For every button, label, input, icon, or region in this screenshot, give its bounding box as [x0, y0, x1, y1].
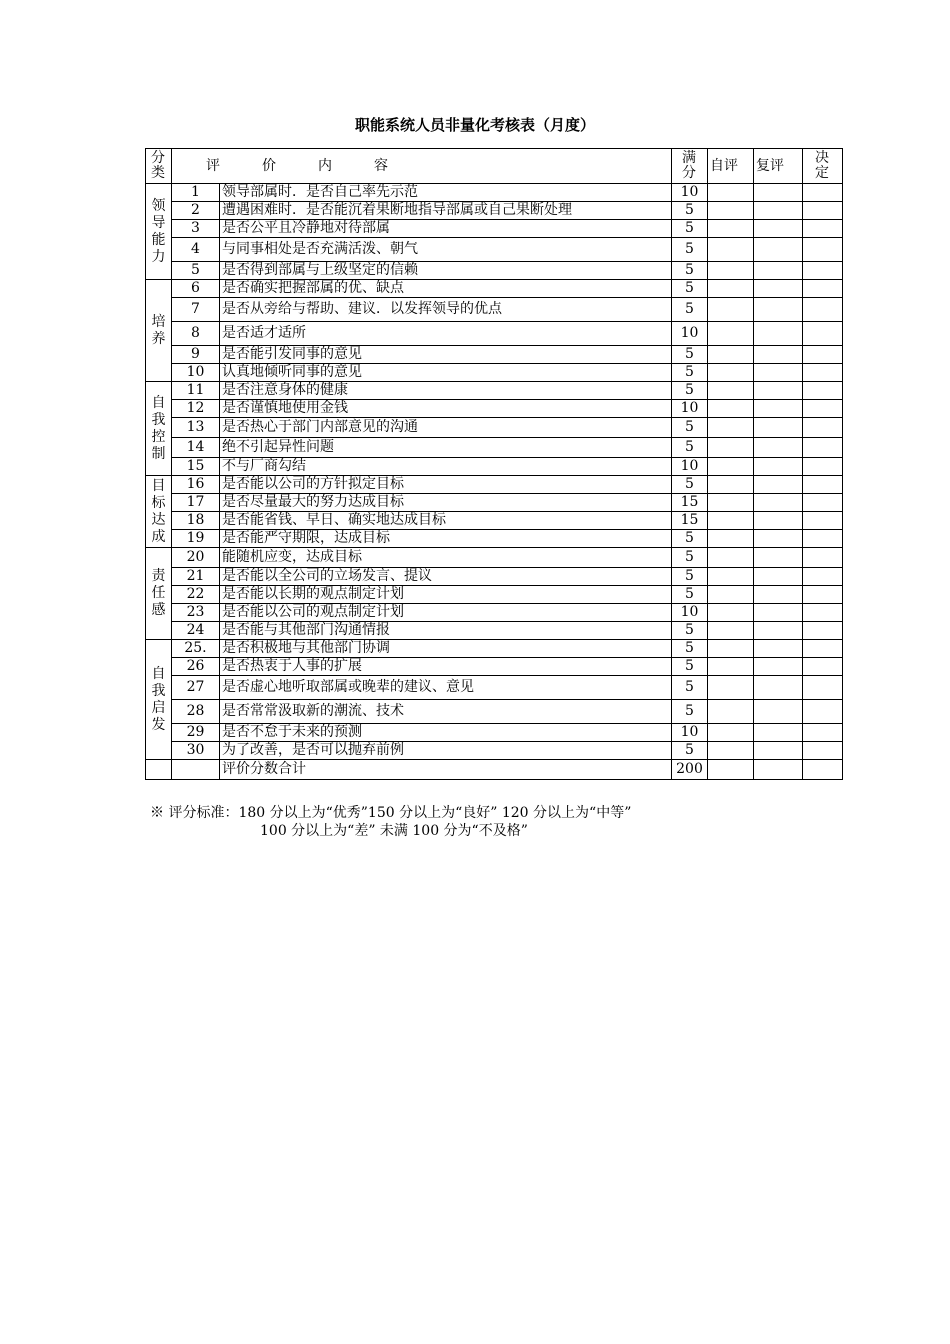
row-self-eval[interactable]	[708, 724, 754, 742]
table-row	[146, 724, 843, 742]
row-number: 22	[172, 586, 220, 604]
row-decision[interactable]	[803, 238, 843, 262]
row-re-eval[interactable]	[754, 640, 803, 658]
row-decision[interactable]	[803, 280, 843, 298]
header-full-score: 满分	[672, 149, 708, 184]
row-re-eval[interactable]	[754, 322, 803, 346]
row-full-score: 5	[672, 676, 708, 700]
row-re-eval[interactable]	[754, 346, 803, 364]
row-number: 6	[172, 280, 220, 298]
row-content: 是否热心于部门内部意见的沟通	[220, 418, 672, 438]
row-content: 是否不怠于未来的预测	[220, 724, 672, 742]
row-self-eval[interactable]	[708, 438, 754, 458]
table-row	[146, 530, 843, 548]
row-number: 16	[172, 476, 220, 494]
row-self-eval[interactable]	[708, 184, 754, 202]
row-self-eval[interactable]	[708, 382, 754, 400]
row-number: 23	[172, 604, 220, 622]
row-self-eval[interactable]	[708, 700, 754, 724]
row-decision[interactable]	[803, 220, 843, 238]
row-decision[interactable]	[803, 184, 843, 202]
row-content: 与同事相处是否充满活泼、朝气	[220, 238, 672, 262]
table-row	[146, 202, 843, 220]
row-decision[interactable]	[803, 640, 843, 658]
row-content: 是否适才适所	[220, 322, 672, 346]
row-content: 是否能引发同事的意见	[220, 346, 672, 364]
row-number: 8	[172, 322, 220, 346]
row-self-eval[interactable]	[708, 530, 754, 548]
row-decision[interactable]	[803, 438, 843, 458]
row-number: 18	[172, 512, 220, 530]
row-decision[interactable]	[803, 494, 843, 512]
row-content: 是否虚心地听取部属或晚辈的建议、意见	[220, 676, 672, 700]
row-number: 7	[172, 298, 220, 322]
row-self-eval[interactable]	[708, 604, 754, 622]
category-cell: 自我启发	[146, 640, 172, 760]
row-re-eval[interactable]	[754, 262, 803, 280]
row-re-eval[interactable]	[754, 622, 803, 640]
row-re-eval[interactable]	[754, 700, 803, 724]
row-number: 14	[172, 438, 220, 458]
row-decision[interactable]	[803, 622, 843, 640]
row-full-score: 5	[672, 700, 708, 724]
row-content: 是否常常汲取新的潮流、技术	[220, 700, 672, 724]
row-number: 9	[172, 346, 220, 364]
row-content: 是否能以公司的观点制定计划	[220, 604, 672, 622]
row-self-eval[interactable]	[708, 298, 754, 322]
row-re-eval[interactable]	[754, 586, 803, 604]
row-decision[interactable]	[803, 322, 843, 346]
row-number: 4	[172, 238, 220, 262]
row-number: 10	[172, 364, 220, 382]
row-self-eval[interactable]	[708, 676, 754, 700]
row-content: 是否注意身体的健康	[220, 382, 672, 400]
evaluation-table	[145, 148, 843, 780]
row-content: 是否确实把握部属的优、缺点	[220, 280, 672, 298]
row-self-eval[interactable]	[708, 742, 754, 760]
row-full-score: 5	[672, 280, 708, 298]
row-full-score: 5	[672, 382, 708, 400]
table-row	[146, 586, 843, 604]
total-label: 评价分数合计	[220, 760, 672, 780]
row-re-eval[interactable]	[754, 658, 803, 676]
row-re-eval[interactable]	[754, 548, 803, 568]
row-self-eval[interactable]	[708, 494, 754, 512]
table-row	[146, 418, 843, 438]
row-full-score: 15	[672, 494, 708, 512]
table-row	[146, 438, 843, 458]
row-full-score: 5	[672, 346, 708, 364]
row-full-score: 10	[672, 458, 708, 476]
row-self-eval[interactable]	[708, 364, 754, 382]
row-full-score: 5	[672, 568, 708, 586]
row-content: 是否热衷于人事的扩展	[220, 658, 672, 676]
table-row	[146, 494, 843, 512]
total-re-eval[interactable]	[754, 760, 803, 780]
row-content: 领导部属时．是否自己率先示范	[220, 184, 672, 202]
scoring-note-line1: ※ 评分标准：180 分以上为“优秀”150 分以上为“良好” 120 分以上为“中等”	[150, 805, 632, 821]
row-full-score: 10	[672, 184, 708, 202]
row-re-eval[interactable]	[754, 568, 803, 586]
row-decision[interactable]	[803, 512, 843, 530]
row-decision[interactable]	[803, 742, 843, 760]
row-full-score: 10	[672, 724, 708, 742]
row-number: 3	[172, 220, 220, 238]
total-self-eval[interactable]	[708, 760, 754, 780]
row-decision[interactable]	[803, 530, 843, 548]
category-cell: 领导能力	[146, 184, 172, 280]
row-decision[interactable]	[803, 400, 843, 418]
row-self-eval[interactable]	[708, 640, 754, 658]
row-number: 1	[172, 184, 220, 202]
row-number: 19	[172, 530, 220, 548]
page-title: 职能系统人员非量化考核表（月度）	[354, 116, 595, 134]
row-re-eval[interactable]	[754, 382, 803, 400]
row-decision[interactable]	[803, 548, 843, 568]
row-number: 15	[172, 458, 220, 476]
row-full-score: 5	[672, 298, 708, 322]
row-self-eval[interactable]	[708, 400, 754, 418]
table-row	[146, 700, 843, 724]
table-row	[146, 476, 843, 494]
table-row	[146, 604, 843, 622]
row-content: 是否能省钱、早日、确实地达成目标	[220, 512, 672, 530]
row-self-eval[interactable]	[708, 458, 754, 476]
table-row	[146, 364, 843, 382]
row-number: 17	[172, 494, 220, 512]
scoring-note-line2: 100 分以上为“差” 未满 100 分为“不及格”	[260, 823, 528, 839]
row-re-eval[interactable]	[754, 400, 803, 418]
row-re-eval[interactable]	[754, 184, 803, 202]
row-re-eval[interactable]	[754, 604, 803, 622]
row-re-eval[interactable]	[754, 476, 803, 494]
row-content: 是否能以全公司的立场发言、提议	[220, 568, 672, 586]
row-content: 是否能与其他部门沟通情报	[220, 622, 672, 640]
row-re-eval[interactable]	[754, 458, 803, 476]
row-decision[interactable]	[803, 382, 843, 400]
row-full-score: 5	[672, 220, 708, 238]
row-re-eval[interactable]	[754, 512, 803, 530]
row-full-score: 5	[672, 238, 708, 262]
table-row	[146, 262, 843, 280]
header-category: 分类	[146, 149, 172, 184]
row-self-eval[interactable]	[708, 658, 754, 676]
row-re-eval[interactable]	[754, 438, 803, 458]
row-full-score: 10	[672, 322, 708, 346]
table-row	[146, 548, 843, 568]
row-number: 29	[172, 724, 220, 742]
row-content: 遭遇困难时．是否能沉着果断地指导部属或自己果断处理	[220, 202, 672, 220]
row-content: 是否得到部属与上级坚定的信赖	[220, 262, 672, 280]
row-content: 绝不引起异性问题	[220, 438, 672, 458]
row-re-eval[interactable]	[754, 280, 803, 298]
table-row	[146, 322, 843, 346]
table-row	[146, 400, 843, 418]
row-decision[interactable]	[803, 418, 843, 438]
row-decision[interactable]	[803, 700, 843, 724]
total-number-cell	[172, 760, 220, 780]
table-row	[146, 382, 843, 400]
row-number: 21	[172, 568, 220, 586]
row-self-eval[interactable]	[708, 548, 754, 568]
row-self-eval[interactable]	[708, 238, 754, 262]
row-decision[interactable]	[803, 676, 843, 700]
row-number: 12	[172, 400, 220, 418]
row-decision[interactable]	[803, 658, 843, 676]
row-full-score: 15	[672, 512, 708, 530]
header-decision: 决定	[803, 149, 843, 184]
row-full-score: 5	[672, 742, 708, 760]
row-decision[interactable]	[803, 298, 843, 322]
row-full-score: 5	[672, 418, 708, 438]
row-content: 是否能以公司的方针拟定目标	[220, 476, 672, 494]
row-re-eval[interactable]	[754, 202, 803, 220]
table-row	[146, 458, 843, 476]
row-full-score: 5	[672, 476, 708, 494]
row-decision[interactable]	[803, 364, 843, 382]
table-row	[146, 622, 843, 640]
row-number: 24	[172, 622, 220, 640]
row-full-score: 5	[672, 364, 708, 382]
row-content: 是否公平且冷静地对待部属	[220, 220, 672, 238]
row-content: 认真地倾听同事的意见	[220, 364, 672, 382]
row-number: 30	[172, 742, 220, 760]
total-row	[146, 760, 843, 780]
row-full-score: 10	[672, 400, 708, 418]
table-row	[146, 742, 843, 760]
row-full-score: 5	[672, 622, 708, 640]
row-self-eval[interactable]	[708, 586, 754, 604]
row-number: 26	[172, 658, 220, 676]
row-number: 11	[172, 382, 220, 400]
table-row	[146, 346, 843, 364]
category-cell: 目标达成	[146, 476, 172, 548]
row-full-score: 10	[672, 604, 708, 622]
row-content: 是否积极地与其他部门协调	[220, 640, 672, 658]
row-content: 是否能严守期限，达成目标	[220, 530, 672, 548]
row-self-eval[interactable]	[708, 280, 754, 298]
row-self-eval[interactable]	[708, 476, 754, 494]
row-self-eval[interactable]	[708, 202, 754, 220]
row-content: 是否谨慎地使用金钱	[220, 400, 672, 418]
row-self-eval[interactable]	[708, 322, 754, 346]
row-number: 5	[172, 262, 220, 280]
row-re-eval[interactable]	[754, 220, 803, 238]
table-row	[146, 220, 843, 238]
table-row	[146, 676, 843, 700]
row-content: 是否从旁给与帮助、建议．以发挥领导的优点	[220, 298, 672, 322]
table-row	[146, 658, 843, 676]
table-header-row	[146, 149, 843, 184]
row-self-eval[interactable]	[708, 262, 754, 280]
row-number: 28	[172, 700, 220, 724]
row-decision[interactable]	[803, 586, 843, 604]
row-self-eval[interactable]	[708, 622, 754, 640]
table-row	[146, 568, 843, 586]
row-re-eval[interactable]	[754, 676, 803, 700]
row-self-eval[interactable]	[708, 512, 754, 530]
table-row	[146, 298, 843, 322]
row-full-score: 5	[672, 658, 708, 676]
total-decision[interactable]	[803, 760, 843, 780]
row-re-eval[interactable]	[754, 530, 803, 548]
row-full-score: 5	[672, 438, 708, 458]
total-full-score: 200	[672, 760, 708, 780]
row-content: 能随机应变，达成目标	[220, 548, 672, 568]
row-decision[interactable]	[803, 568, 843, 586]
category-cell: 自我控制	[146, 382, 172, 476]
category-cell: 责任感	[146, 548, 172, 640]
header-self-eval: 自评	[708, 149, 754, 184]
row-self-eval[interactable]	[708, 346, 754, 364]
row-re-eval[interactable]	[754, 494, 803, 512]
row-decision[interactable]	[803, 458, 843, 476]
row-full-score: 5	[672, 640, 708, 658]
row-decision[interactable]	[803, 346, 843, 364]
row-decision[interactable]	[803, 262, 843, 280]
row-re-eval[interactable]	[754, 742, 803, 760]
row-full-score: 5	[672, 530, 708, 548]
row-self-eval[interactable]	[708, 568, 754, 586]
row-self-eval[interactable]	[708, 220, 754, 238]
row-content: 为了改善，是否可以抛弃前例	[220, 742, 672, 760]
row-full-score: 5	[672, 202, 708, 220]
row-full-score: 5	[672, 262, 708, 280]
row-re-eval[interactable]	[754, 364, 803, 382]
row-decision[interactable]	[803, 724, 843, 742]
header-re-eval: 复评	[754, 149, 803, 184]
scoring-note	[150, 804, 631, 840]
table-row	[146, 512, 843, 530]
row-full-score: 5	[672, 586, 708, 604]
row-re-eval[interactable]	[754, 298, 803, 322]
header-content: 评 价 内 容	[172, 149, 672, 184]
table-row	[146, 184, 843, 202]
row-decision[interactable]	[803, 604, 843, 622]
row-content: 不与厂商勾结	[220, 458, 672, 476]
row-full-score: 5	[672, 548, 708, 568]
row-number: 2	[172, 202, 220, 220]
row-re-eval[interactable]	[754, 724, 803, 742]
total-category-cell	[146, 760, 172, 780]
row-number: 20	[172, 548, 220, 568]
row-decision[interactable]	[803, 476, 843, 494]
row-number: 27	[172, 676, 220, 700]
category-cell: 培养	[146, 280, 172, 382]
row-re-eval[interactable]	[754, 418, 803, 438]
table-row	[146, 280, 843, 298]
row-number: 25.	[172, 640, 220, 658]
row-content: 是否尽量最大的努力达成目标	[220, 494, 672, 512]
row-re-eval[interactable]	[754, 238, 803, 262]
table-row	[146, 640, 843, 658]
row-content: 是否能以长期的观点制定计划	[220, 586, 672, 604]
row-decision[interactable]	[803, 202, 843, 220]
row-self-eval[interactable]	[708, 418, 754, 438]
table-row	[146, 238, 843, 262]
row-number: 13	[172, 418, 220, 438]
